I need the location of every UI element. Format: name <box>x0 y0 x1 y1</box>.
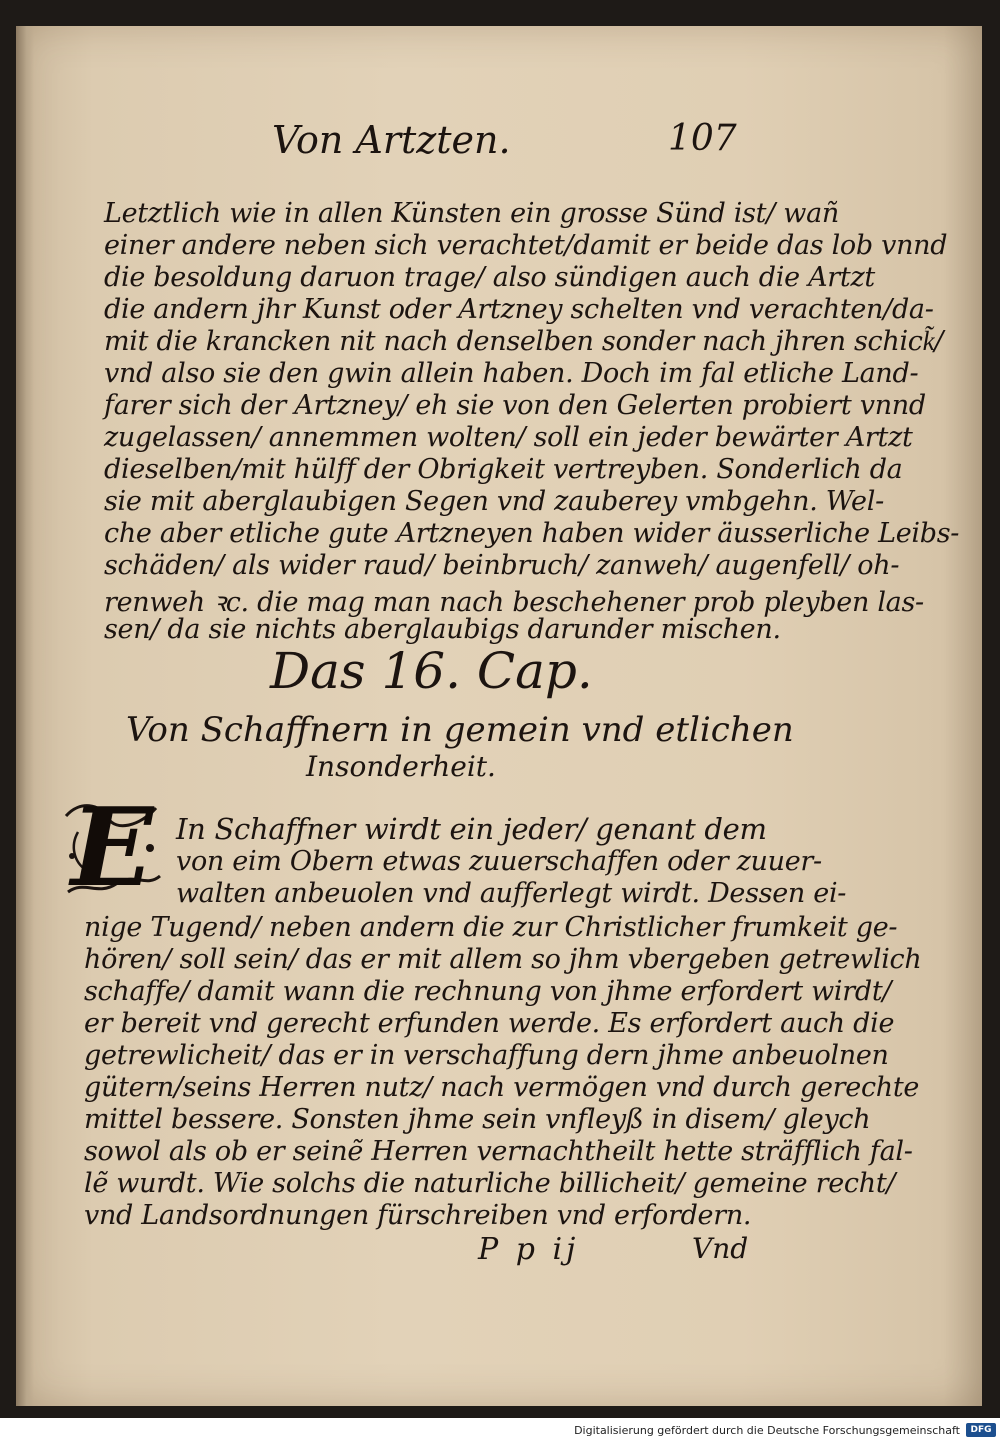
paragraph1-line: zugelassen/ annemmen wolten/ soll ein jeder bewärter Artzt <box>104 422 913 453</box>
paragraph2-line: mittel bessere. Sonsten jhme sein vnfleyß in disem/ gleych <box>84 1104 871 1135</box>
paragraph2-line: lẽ wurdt. Wie solchs die naturliche billicheit/ gemeine recht/ <box>84 1168 896 1199</box>
drop-cap-initial: E <box>70 785 154 911</box>
paragraph1-line: Letztlich wie in allen Künsten ein grosse Sünd ist/ wañ <box>104 198 840 229</box>
running-header-title: Von Artzten. <box>272 118 511 162</box>
paragraph1-line: die besoldung daruon trage/ also sündigen auch die Artzt <box>104 262 875 293</box>
paragraph2-line: von eim Obern etwas zuuerschaffen oder zuuer- <box>176 846 822 877</box>
paragraph1-line: einer andere neben sich verachtet/damit er beide das lob vnnd <box>104 230 948 261</box>
paragraph1-line: vnd also sie den gwin allein haben. Doch im fal etliche Land- <box>104 358 919 389</box>
paragraph2-line: nige Tugend/ neben andern die zur Christlicher frumkeit ge- <box>84 912 898 943</box>
paragraph1-line: dieselben/mit hülff der Obrigkeit vertreyben. Sonderlich da <box>104 454 903 485</box>
dfg-logo: DFG <box>966 1423 996 1437</box>
paragraph2-line: schaffe/ damit wann die rechnung von jhme erfordert wirdt/ <box>84 976 892 1007</box>
paragraph2-line: vnd Landsordnungen fürschreiben vnd erfordern. <box>84 1200 752 1231</box>
paragraph2-line: gütern/seins Herren nutz/ nach vermögen vnd durch gerechte <box>84 1072 920 1103</box>
page-gutter-shadow <box>16 26 34 1406</box>
paragraph2-line: walten anbeuolen vnd aufferlegt wirdt. Dessen ei- <box>176 878 847 909</box>
signature-mark: P p ij <box>478 1232 580 1267</box>
paragraph1-line: renweh ꝛc. die mag man nach beschehener prob pleyben las- <box>104 587 924 618</box>
paragraph2-line: getrewlicheit/ das er in verschaffung dern jhme anbeuolnen <box>84 1040 889 1071</box>
paragraph2-line: hören/ soll sein/ das er mit allem so jhm vbergeben getrewlich <box>84 944 922 975</box>
paragraph2-line: er bereit vnd gerecht erfunden werde. Es erfordert auch die <box>84 1008 895 1039</box>
paragraph1-line: farer sich der Artzney/ eh sie von den Gelerten probiert vnnd <box>104 390 926 421</box>
paragraph1-line: che aber etliche gute Artzneyen haben wider äusserliche Leibs- <box>104 518 960 549</box>
paragraph1-line: sen/ da sie nichts aberglaubigs darunder mischen. <box>104 614 781 645</box>
paragraph1-line: mit die krancken nit nach denselben sonder nach jhren schick͂/ <box>104 326 944 357</box>
chapter-subtitle: Insonderheit. <box>306 750 496 783</box>
digitization-credit: Digitalisierung gefördert durch die Deutsche Forschungsgemeinschaft <box>574 1424 960 1437</box>
paragraph1-line: sie mit aberglaubigen Segen vnd zauberey vmbgehn. Wel- <box>104 486 884 517</box>
paragraph1-line: die andern jhr Kunst oder Artzney schelten vnd verachten/da- <box>104 294 934 325</box>
chapter-heading: Das 16. Cap. <box>270 642 593 700</box>
catchword: Vnd <box>692 1232 749 1265</box>
paragraph2-line: In Schaffner wirdt ein jeder/ genant dem <box>176 812 767 846</box>
chapter-subtitle: Von Schaffnern in gemein vnd etlichen <box>126 710 794 750</box>
paragraph1-line: schäden/ als wider raud/ beinbruch/ zanweh/ augenfell/ oh- <box>104 550 900 581</box>
paragraph2-line: sowol als ob er seinẽ Herren vernachtheilt hette sträfflich fal- <box>84 1136 913 1167</box>
page-number: 107 <box>668 118 737 159</box>
